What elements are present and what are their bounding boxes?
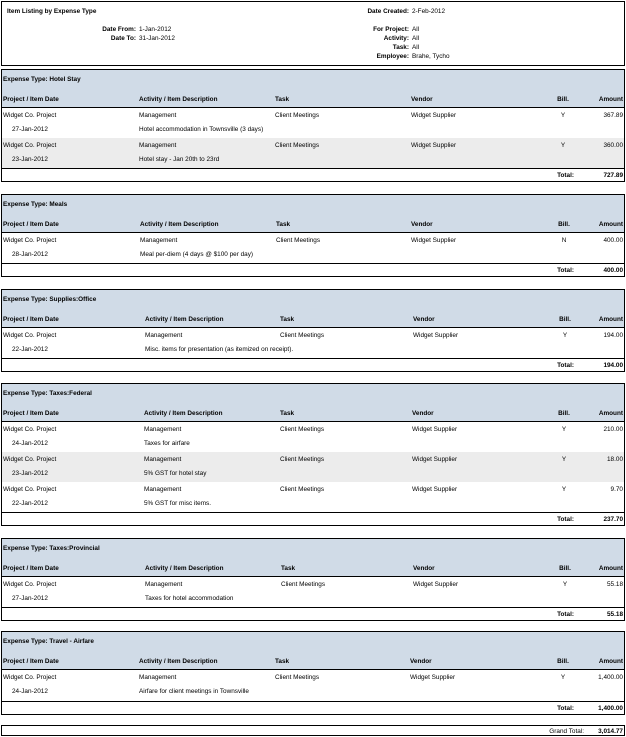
grand-total-value: 3,014.77 xyxy=(598,728,623,735)
column-header-vendor: Vendor xyxy=(412,410,434,417)
item-task: Client Meetings xyxy=(280,426,325,433)
item-description: Misc. items for presentation (as itemized on receipt). xyxy=(145,346,294,353)
total-label: Total: xyxy=(557,267,574,274)
item-date: 27-Jan-2012 xyxy=(12,595,48,602)
expense-section-taxes-provincial xyxy=(1,538,625,621)
report-header xyxy=(1,1,625,66)
section-total-row xyxy=(2,263,624,276)
section-title: Expense Type: Taxes:Provincial xyxy=(3,545,100,552)
column-header-project: Project / Item Date xyxy=(3,221,59,228)
date-from-value: 1-Jan-2012 xyxy=(139,26,172,33)
report-title: Item Listing by Expense Type xyxy=(7,8,97,15)
section-title: Expense Type: Meals xyxy=(3,201,68,208)
date-created-label: Date Created: xyxy=(367,8,409,15)
column-header-activity: Activity / Item Description xyxy=(139,96,218,103)
item-activity: Management xyxy=(144,426,182,433)
section-total-row xyxy=(2,607,624,620)
column-header-project: Project / Item Date xyxy=(3,565,59,572)
item-description: Airfare for client meetings in Townsville xyxy=(139,688,249,695)
item-billable: Y xyxy=(562,581,568,588)
total-value: 1,400.00 xyxy=(598,705,623,712)
column-header-billable: Bill. xyxy=(557,96,569,103)
column-header-billable: Bill. xyxy=(557,658,569,665)
item-amount: 18.00 xyxy=(607,456,623,463)
item-date: 22-Jan-2012 xyxy=(12,346,48,353)
item-billable: Y xyxy=(561,456,567,463)
column-header-billable: Bill. xyxy=(558,221,570,228)
item-task: Client Meetings xyxy=(276,237,321,244)
item-amount: 400.00 xyxy=(603,237,623,244)
item-activity: Management xyxy=(145,332,183,339)
column-header-amount: Amount xyxy=(598,658,623,665)
item-project: Widget Co. Project xyxy=(3,332,57,339)
item-billable: Y xyxy=(561,486,567,493)
section-title: Expense Type: Hotel Stay xyxy=(3,76,81,83)
column-header-project: Project / Item Date xyxy=(3,410,59,417)
expense-section-travel-airfare xyxy=(1,631,625,715)
item-vendor: Widget Supplier xyxy=(412,456,458,463)
total-label: Total: xyxy=(557,172,574,179)
column-header-activity: Activity / Item Description xyxy=(145,565,224,572)
total-value: 194.00 xyxy=(603,362,623,369)
item-activity: Management xyxy=(145,581,183,588)
total-label: Total: xyxy=(557,362,574,369)
item-amount: 360.00 xyxy=(603,142,623,149)
table-row xyxy=(2,233,624,263)
column-header-project: Project / Item Date xyxy=(3,316,59,323)
item-task: Client Meetings xyxy=(281,581,326,588)
item-activity: Management xyxy=(144,456,182,463)
activity-label: Activity: xyxy=(383,35,409,42)
column-header-vendor: Vendor xyxy=(411,96,433,103)
item-vendor: Widget Supplier xyxy=(413,581,459,588)
total-value: 400.00 xyxy=(603,267,623,274)
table-row xyxy=(2,108,624,138)
activity-value: All xyxy=(412,35,420,42)
item-date: 24-Jan-2012 xyxy=(12,688,48,695)
item-activity: Management xyxy=(139,112,177,119)
total-value: 727.89 xyxy=(603,172,623,179)
column-header-activity: Activity / Item Description xyxy=(139,658,218,665)
item-billable: Y xyxy=(562,332,568,339)
column-header-task: Task xyxy=(281,565,296,572)
item-date: 24-Jan-2012 xyxy=(12,440,48,447)
column-header-task: Task xyxy=(280,410,295,417)
table-row xyxy=(2,138,624,168)
table-row xyxy=(2,670,624,700)
item-amount: 367.89 xyxy=(603,112,623,119)
item-amount: 210.00 xyxy=(603,426,623,433)
item-vendor: Widget Supplier xyxy=(412,486,458,493)
task-value: All xyxy=(412,44,420,51)
total-label: Total: xyxy=(557,611,574,618)
item-description: Meal per-diem (4 days @ $100 per day) xyxy=(140,251,254,258)
column-header-project: Project / Item Date xyxy=(3,96,59,103)
table-row xyxy=(2,452,624,482)
total-label: Total: xyxy=(557,516,574,523)
section-total-row xyxy=(2,512,624,525)
item-activity: Management xyxy=(139,142,177,149)
item-project: Widget Co. Project xyxy=(3,674,57,681)
item-billable: Y xyxy=(561,426,567,433)
item-project: Widget Co. Project xyxy=(3,237,57,244)
item-date: 23-Jan-2012 xyxy=(12,470,48,477)
column-header-vendor: Vendor xyxy=(410,658,432,665)
item-description: Hotel stay - Jan 20th to 23rd xyxy=(139,156,220,163)
item-amount: 55.18 xyxy=(607,581,623,588)
column-header-billable: Bill. xyxy=(559,565,571,572)
item-vendor: Widget Supplier xyxy=(411,142,457,149)
expense-section-hotel-stay xyxy=(1,69,625,182)
section-total-row xyxy=(2,168,624,181)
item-amount: 194.00 xyxy=(603,332,623,339)
item-vendor: Widget Supplier xyxy=(411,237,457,244)
item-project: Widget Co. Project xyxy=(3,142,57,149)
task-label: Task: xyxy=(392,44,409,51)
section-title: Expense Type: Supplies:Office xyxy=(3,296,97,303)
column-header-activity: Activity / Item Description xyxy=(145,316,224,323)
date-from-label: Date From: xyxy=(102,26,136,33)
item-billable: Y xyxy=(560,142,566,149)
grand-total-row xyxy=(1,725,625,736)
column-header-vendor: Vendor xyxy=(411,221,433,228)
section-total-row xyxy=(2,701,624,714)
column-header-task: Task xyxy=(280,316,295,323)
column-header-task: Task xyxy=(275,96,290,103)
column-header-billable: Bill. xyxy=(559,316,571,323)
item-date: 22-Jan-2012 xyxy=(12,500,48,507)
item-project: Widget Co. Project xyxy=(3,456,57,463)
item-project: Widget Co. Project xyxy=(3,426,57,433)
item-task: Client Meetings xyxy=(275,142,320,149)
item-task: Client Meetings xyxy=(275,112,320,119)
item-description: Taxes for hotel accommodation xyxy=(145,595,234,602)
column-header-billable: Bill. xyxy=(558,410,570,417)
column-header-amount: Amount xyxy=(598,316,623,323)
item-billable: Y xyxy=(560,112,566,119)
item-activity: Management xyxy=(140,237,178,244)
column-header-activity: Activity / Item Description xyxy=(144,410,223,417)
table-row xyxy=(2,328,624,358)
item-date: 27-Jan-2012 xyxy=(12,126,48,133)
item-project: Widget Co. Project xyxy=(3,112,57,119)
item-vendor: Widget Supplier xyxy=(413,332,459,339)
column-header-amount: Amount xyxy=(598,96,623,103)
item-amount: 9.70 xyxy=(610,486,623,493)
date-created-value: 2-Feb-2012 xyxy=(412,8,446,15)
column-header-amount: Amount xyxy=(598,221,623,228)
column-header-task: Task xyxy=(275,658,290,665)
item-task: Client Meetings xyxy=(280,332,325,339)
expense-section-taxes-federal xyxy=(1,383,625,526)
section-title: Expense Type: Taxes:Federal xyxy=(3,390,92,397)
item-description: 5% GST for misc items. xyxy=(144,500,211,507)
column-header-vendor: Vendor xyxy=(413,316,435,323)
item-activity: Management xyxy=(144,486,182,493)
total-value: 237.70 xyxy=(603,516,623,523)
column-header-task: Task xyxy=(276,221,291,228)
item-amount: 1,400.00 xyxy=(598,674,623,681)
table-row xyxy=(2,577,624,607)
table-row xyxy=(2,482,624,512)
total-value: 55.18 xyxy=(607,611,623,618)
item-project: Widget Co. Project xyxy=(3,581,57,588)
item-activity: Management xyxy=(139,674,177,681)
item-date: 28-Jan-2012 xyxy=(12,251,48,258)
item-vendor: Widget Supplier xyxy=(410,674,456,681)
item-task: Client Meetings xyxy=(280,486,325,493)
column-header-amount: Amount xyxy=(598,565,623,572)
for-project-label: For Project: xyxy=(373,26,409,33)
total-label: Total: xyxy=(557,705,574,712)
section-total-row xyxy=(2,358,624,371)
item-task: Client Meetings xyxy=(280,456,325,463)
item-date: 23-Jan-2012 xyxy=(12,156,48,163)
employee-value: Brahe, Tycho xyxy=(412,53,450,60)
item-task: Client Meetings xyxy=(275,674,320,681)
column-header-activity: Activity / Item Description xyxy=(140,221,219,228)
for-project-value: All xyxy=(412,26,420,33)
item-billable: Y xyxy=(560,674,566,681)
grand-total-label: Grand Total: xyxy=(549,728,584,735)
column-header-project: Project / Item Date xyxy=(3,658,59,665)
table-row xyxy=(2,422,624,452)
date-to-label: Date To: xyxy=(110,35,136,42)
column-header-vendor: Vendor xyxy=(413,565,435,572)
employee-label: Employee: xyxy=(376,53,409,60)
date-to-value: 31-Jan-2012 xyxy=(139,35,175,42)
expense-section-supplies-office xyxy=(1,289,625,372)
item-description: Taxes for airfare xyxy=(144,440,190,447)
item-vendor: Widget Supplier xyxy=(411,112,457,119)
item-billable: N xyxy=(561,237,567,244)
expense-section-meals xyxy=(1,194,625,277)
item-description: 5% GST for hotel stay xyxy=(144,470,207,477)
item-vendor: Widget Supplier xyxy=(412,426,458,433)
section-title: Expense Type: Travel - Airfare xyxy=(3,638,94,645)
column-header-amount: Amount xyxy=(598,410,623,417)
item-project: Widget Co. Project xyxy=(3,486,57,493)
item-description: Hotel accommodation in Townsville (3 days) xyxy=(139,126,264,133)
